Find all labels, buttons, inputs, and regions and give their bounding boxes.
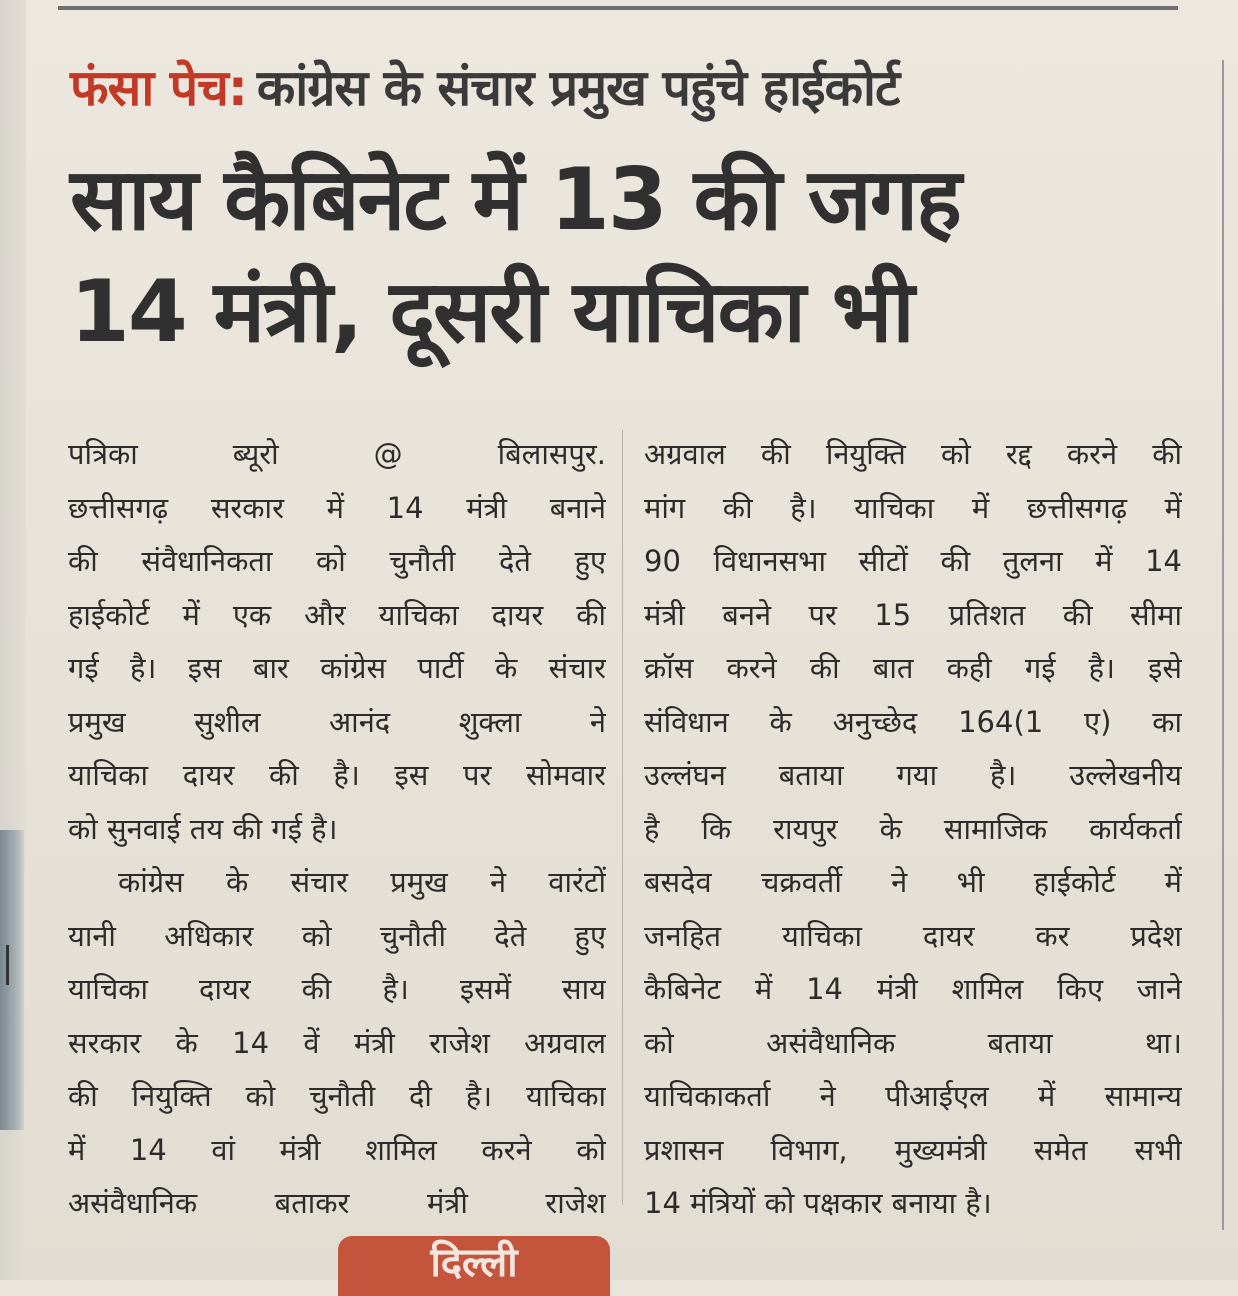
section-tab-label: दिल्ली [430, 1240, 518, 1286]
article-line: याचिका दायर की है। इस पर सोमवार [68, 758, 606, 792]
article-line: याचिका दायर की है। इसमें साय [68, 972, 606, 1006]
article-line: की संवैधानिकता को चुनौती देते हुए [68, 544, 606, 578]
article-line: में 14 वां मंत्री शामिल करने को [68, 1132, 606, 1167]
article-line: प्रमुख सुशील आनंद शुक्ला ने [68, 704, 606, 739]
kicker-text: कांग्रेस के संचार प्रमुख पहुंचे हाईकोर्ट [256, 59, 900, 117]
top-rule [58, 6, 1178, 10]
article-line: यानी अधिकार को चुनौती देते हुए [68, 918, 606, 953]
article-line: कांग्रेस के संचार प्रमुख ने वारंटों [118, 865, 606, 899]
article-left-column [68, 428, 606, 1231]
right-column-rule [1222, 60, 1224, 1230]
article-line: उल्लंघन बताया गया है। उल्लेखनीय [644, 758, 1182, 792]
article-line: प्रशासन विभाग, मुख्यमंत्री समेत सभी [644, 1132, 1182, 1167]
kicker-line [70, 56, 1210, 120]
article-line: असंवैधानिक बताकर मंत्री राजेश [68, 1186, 606, 1220]
headline-line-2: 14 मंत्री, दूसरी याचिका भी [70, 262, 913, 362]
article-line: को सुनवाई तय की गई है। [68, 811, 338, 846]
article-line: क्रॉस करने की बात कही गई है। इसे [644, 651, 1182, 685]
article-line: याचिकाकर्ता ने पीआईएल में सामान्य [644, 1079, 1182, 1113]
article-line: सरकार के 14 वें मंत्री राजेश अग्रवाल [68, 1025, 606, 1060]
kicker-label: फंसा पेच [70, 59, 228, 117]
article-line: बसदेव चक्रवर्ती ने भी हाईकोर्ट में [644, 865, 1182, 899]
kicker-colon: : [227, 59, 247, 117]
adjacent-page-mark [6, 945, 9, 985]
headline-line-1: साय कैबिनेट में 13 की जगह [70, 150, 960, 250]
article-line: गई है। इस बार कांग्रेस पार्टी के संचार [68, 651, 606, 685]
article-line: मांग की है। याचिका में छत्तीसगढ़ में [644, 490, 1182, 525]
article-line: हाईकोर्ट में एक और याचिका दायर की [68, 597, 606, 632]
article-line: छत्तीसगढ़ सरकार में 14 मंत्री बनाने [68, 490, 606, 525]
section-tab [338, 1236, 610, 1296]
column-divider [622, 430, 623, 1205]
article-line: की नियुक्ति को चुनौती दी है। याचिका [68, 1079, 606, 1113]
article-line: मंत्री बनने पर 15 प्रतिशत की सीमा [644, 597, 1182, 632]
article-line: जनहित याचिका दायर कर प्रदेश [644, 918, 1182, 953]
article-line: को असंवैधानिक बताया था। [644, 1025, 1182, 1060]
article-line: अग्रवाल की नियुक्ति को रद्द करने की [644, 437, 1182, 471]
article-line: पत्रिका ब्यूरो @ बिलासपुर. [68, 437, 606, 471]
adjacent-page-image-edge [0, 830, 24, 1130]
article-line: कैबिनेट में 14 मंत्री शामिल किए जाने [644, 972, 1182, 1006]
article-line: है कि रायपुर के सामाजिक कार्यकर्ता [644, 811, 1182, 846]
article-line: 14 मंत्रियों को पक्षकार बनाया है। [644, 1186, 992, 1220]
article-right-column [644, 428, 1182, 1231]
article-line: संविधान के अनुच्छेद 164(1 ए) का [644, 704, 1182, 739]
article-line: 90 विधानसभा सीटों की तुलना में 14 [644, 544, 1182, 578]
